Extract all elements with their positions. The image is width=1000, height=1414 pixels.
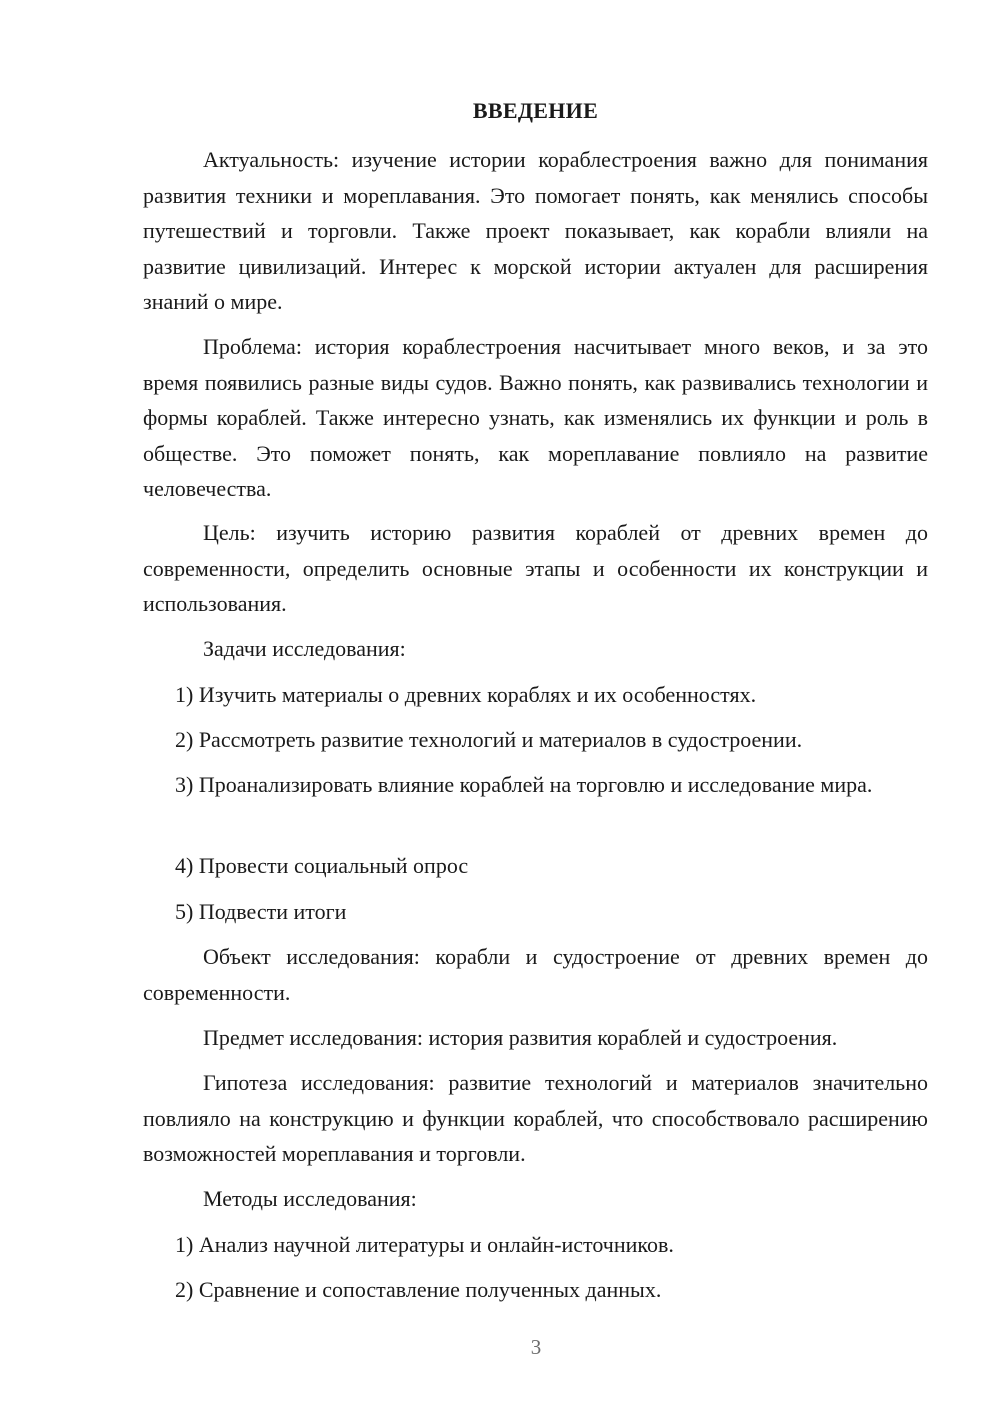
object-paragraph: Объект исследования: корабли и судостроение от древних времен до современности. [143,944,928,1005]
method-item-1: 1) Анализ научной литературы и онлайн-источников. [175,1232,674,1257]
task-item-2: 2) Рассмотреть развитие технологий и материалов в судостроении. [175,727,803,752]
subject-paragraph: Предмет исследования: история развития кораблей и судостроения. [203,1025,838,1050]
page-number: 3 [530,1335,542,1359]
methods-heading: Методы исследования: [203,1186,417,1211]
page-title: ВВЕДЕНИЕ [472,98,599,123]
task-item-4: 4) Провести социальный опрос [175,853,469,878]
method-item-2: 2) Сравнение и сопоставление полученных данных. [175,1277,662,1302]
task-item-1: 1) Изучить материалы о древних кораблях и их особенностях. [175,682,757,707]
tasks-heading: Задачи исследования: [203,636,406,661]
relevance-paragraph: Актуальность: изучение истории кораблестроения важно для понимания развития техники и мореплавания. Это помогает понять, как менялись способы путешествий и торговли. Также проект показывает, как корабли влияли на развитие цивилизаций. Интерес к морской истории актуален для расширения знаний о мире. [143,147,928,314]
goal-paragraph: Цель: изучить историю развития кораблей от древних времен до современности, определить основные этапы и особенности их конструкции и использования. [143,520,928,616]
hypothesis-paragraph: Гипотеза исследования: развитие технологий и материалов значительно повлияло на конструкцию и функции кораблей, что способствовало расширению возможностей мореплавания и торговли. [143,1070,928,1166]
task-item-5: 5) Подвести итоги [175,899,347,924]
problem-paragraph: Проблема: история кораблестроения насчитывает много веков, и за это время появились разные виды судов. Важно понять, как развивались технологии и формы кораблей. Также интересно узнать, как изменялись их функции и роль в обществе. Это поможет понять, как мореплавание повлияло на развитие человечества. [143,334,928,501]
task-item-3: 3) Проанализировать влияние кораблей на торговлю и исследование мира. [175,772,873,797]
